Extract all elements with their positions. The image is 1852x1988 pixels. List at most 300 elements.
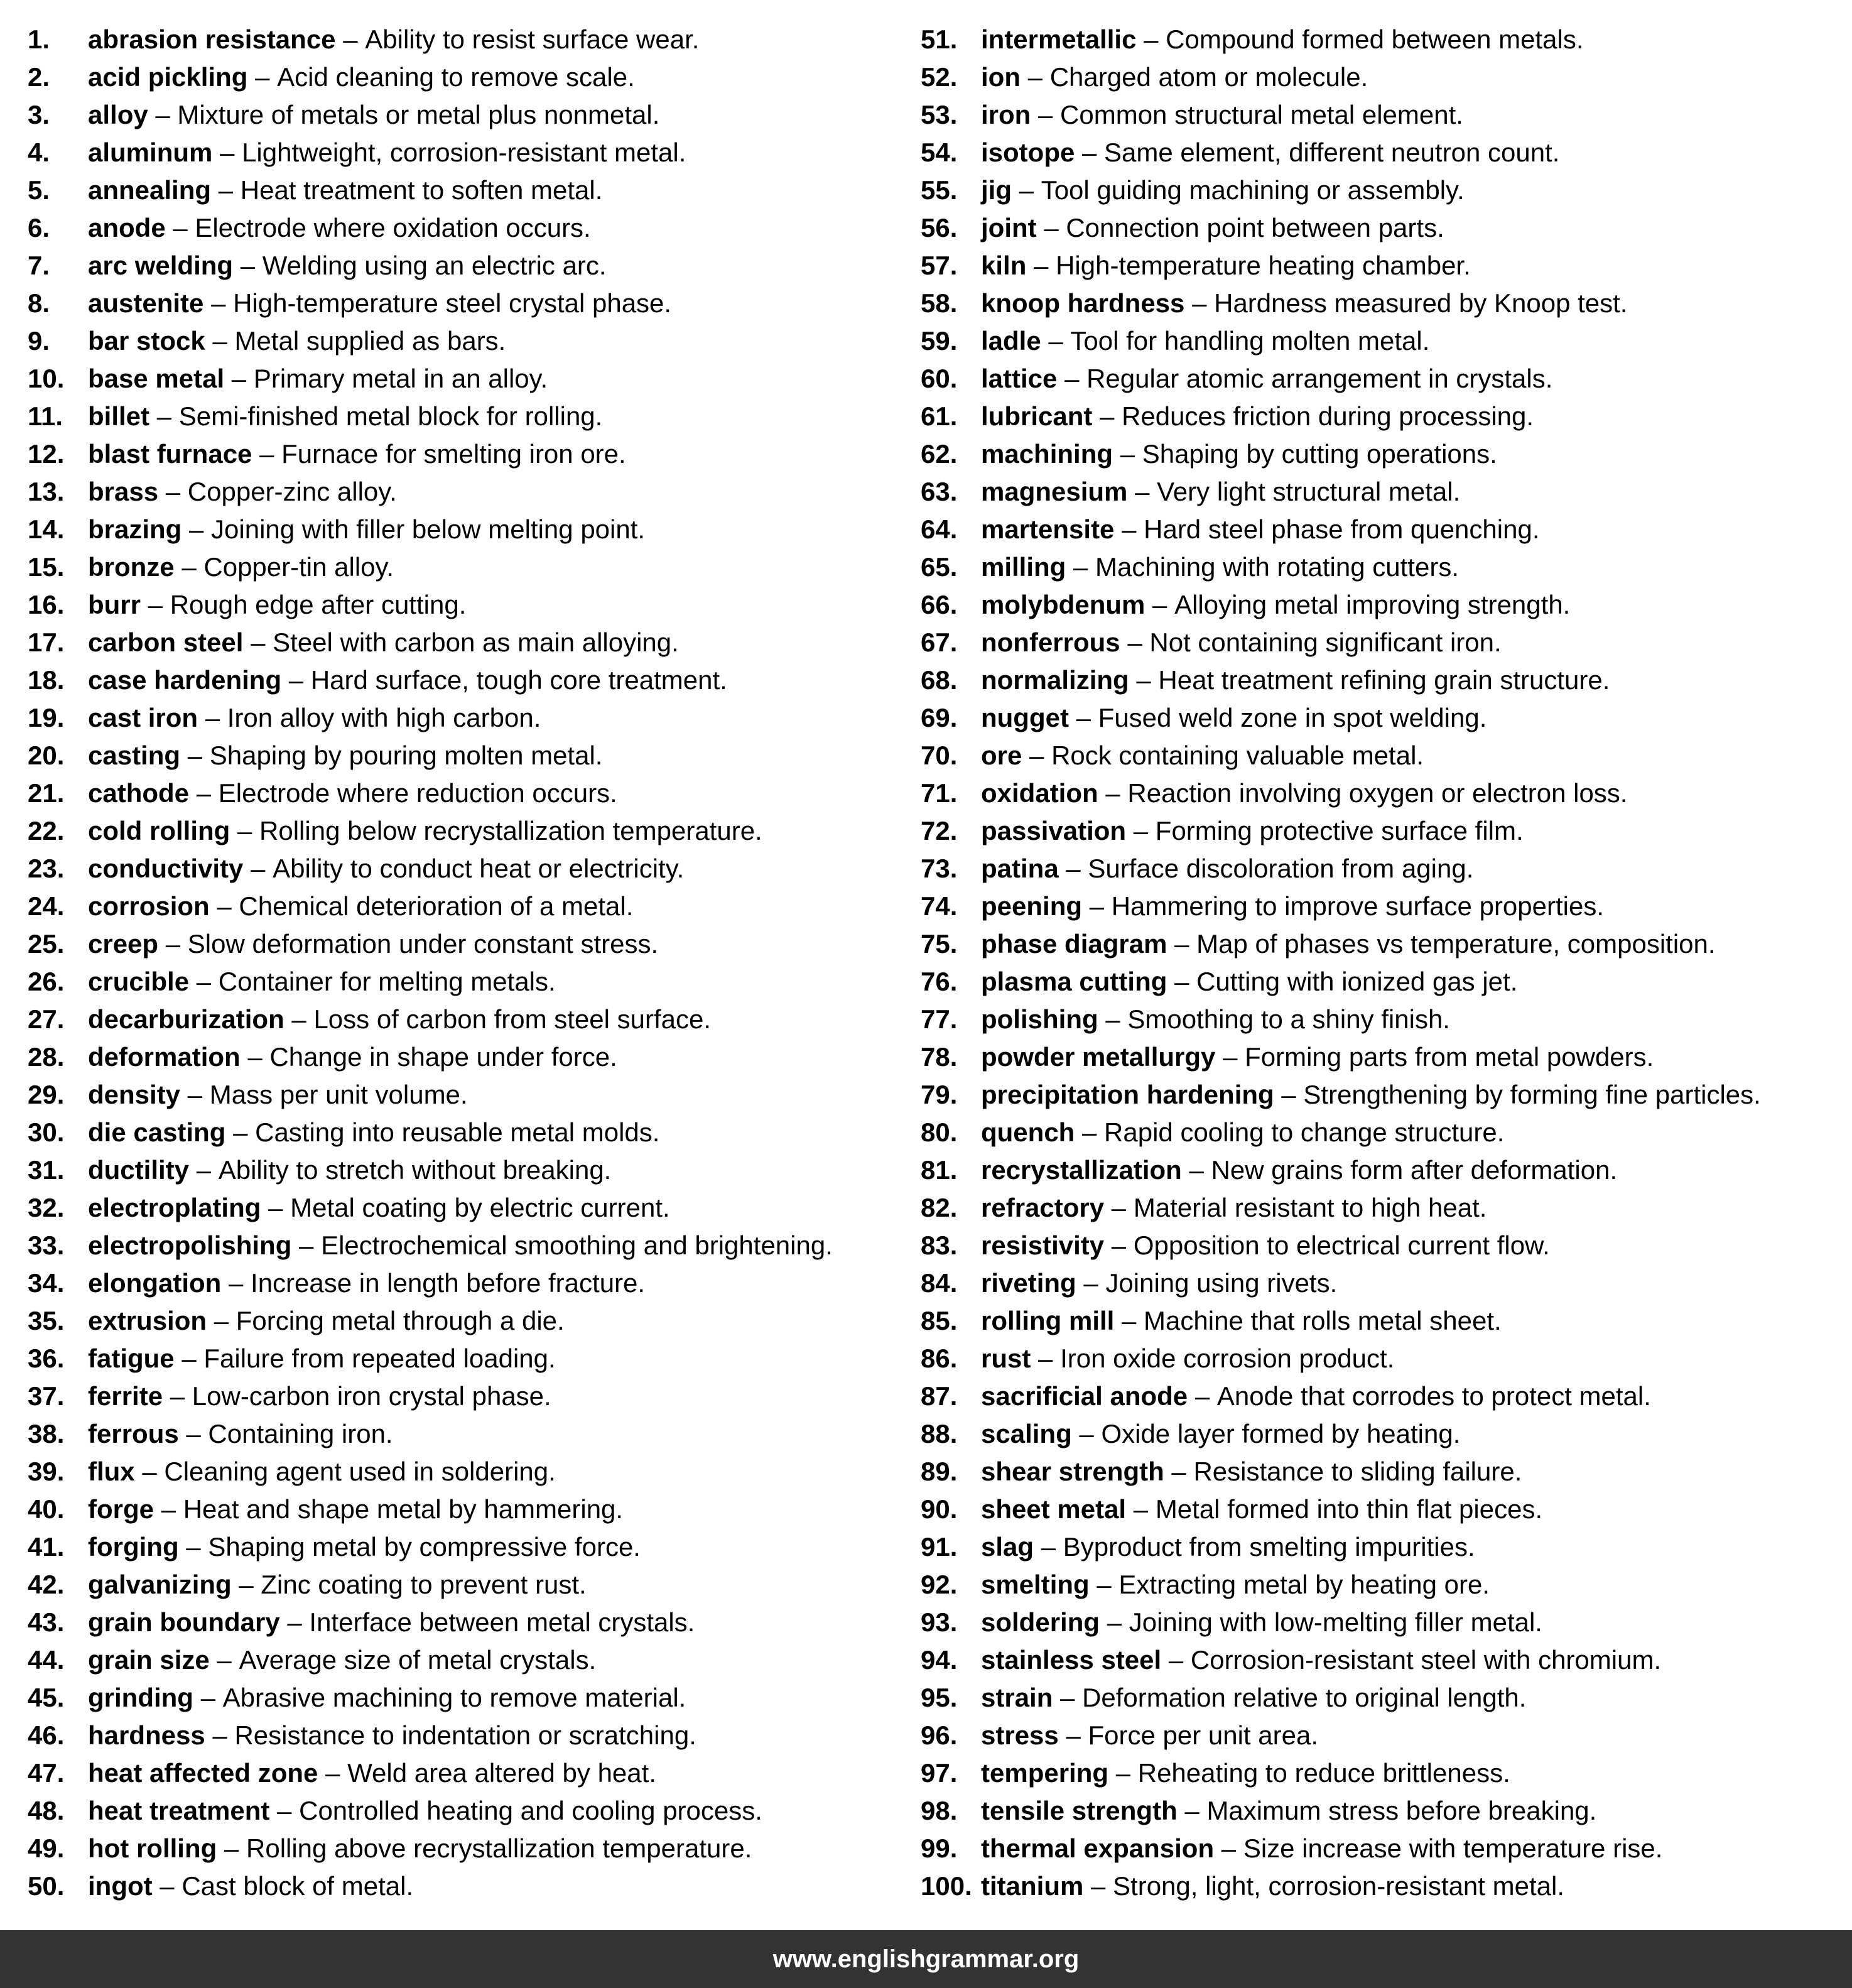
entry-definition: Maximum stress before breaking. (1206, 1796, 1597, 1825)
entry-separator: – (1168, 1645, 1184, 1675)
entry-number: 14. (28, 514, 65, 544)
entry-number: 40. (28, 1494, 65, 1524)
entry-separator: – (1029, 741, 1044, 770)
entry-separator: – (247, 1042, 263, 1072)
entry-separator: – (1281, 1080, 1296, 1109)
glossary-entry (921, 1377, 1844, 1415)
entry-number: 66. (921, 590, 958, 619)
entry-definition: Ability to stretch without breaking. (218, 1155, 612, 1185)
entry-number: 53. (921, 100, 958, 129)
entry-term: density (88, 1080, 181, 1109)
entry-number: 93. (921, 1607, 958, 1637)
entry-separator: – (255, 62, 270, 92)
glossary-entry (921, 1001, 1844, 1038)
entry-definition: Cast block of metal. (181, 1871, 414, 1901)
entry-term: recrystallization (981, 1155, 1182, 1185)
entry-separator: – (251, 627, 266, 657)
entry-definition: Common structural metal element. (1060, 100, 1463, 129)
entry-term: heat affected zone (88, 1758, 318, 1788)
glossary-entry (28, 624, 894, 661)
entry-number: 3. (28, 100, 50, 129)
glossary-entry (28, 398, 894, 435)
entry-definition: Reaction involving oxygen or electron loss. (1127, 778, 1628, 808)
glossary-entry (28, 1491, 894, 1528)
entry-number: 22. (28, 816, 65, 845)
glossary-entry (921, 1792, 1844, 1830)
entry-separator: – (200, 1683, 215, 1712)
glossary-entry (921, 1641, 1844, 1679)
glossary-entry (28, 511, 894, 548)
entry-separator: – (186, 1532, 201, 1562)
entry-number: 72. (921, 816, 958, 845)
entry-number: 77. (921, 1004, 958, 1034)
entry-term: aluminum (88, 138, 213, 167)
glossary-entry (28, 1189, 894, 1227)
entry-term: hot rolling (88, 1833, 217, 1863)
entry-separator: – (299, 1230, 314, 1260)
glossary-entry (921, 1717, 1844, 1754)
entry-term: die casting (88, 1117, 226, 1147)
entry-definition: Reduces friction during processing. (1122, 401, 1534, 431)
entry-separator: – (291, 1004, 306, 1034)
entry-separator: – (1105, 778, 1120, 808)
glossary-entry (921, 1679, 1844, 1717)
entry-definition: Metal supplied as bars. (234, 326, 506, 356)
entry-number: 85. (921, 1306, 958, 1335)
entry-term: rolling mill (981, 1306, 1115, 1335)
entry-separator: – (1171, 1457, 1186, 1486)
entry-separator: – (1122, 514, 1137, 544)
glossary-entry (28, 21, 894, 58)
entry-definition: Resistance to sliding failure. (1193, 1457, 1522, 1486)
entry-definition: Weld area altered by heat. (347, 1758, 656, 1788)
entry-number: 52. (921, 62, 958, 92)
entry-definition: Failure from repeated loading. (203, 1344, 556, 1373)
glossary-entry (921, 548, 1844, 586)
glossary-entry (28, 963, 894, 1001)
entry-term: hardness (88, 1720, 205, 1750)
entry-definition: Reheating to reduce brittleness. (1137, 1758, 1510, 1788)
entry-term: resistivity (981, 1230, 1105, 1260)
glossary-entry (921, 209, 1844, 247)
entry-separator: – (224, 1833, 239, 1863)
entry-term: nugget (981, 703, 1069, 732)
entry-number: 41. (28, 1532, 65, 1562)
entry-number: 80. (921, 1117, 958, 1147)
glossary-entry (921, 624, 1844, 661)
glossary-entry (921, 737, 1844, 774)
entry-number: 25. (28, 929, 65, 959)
entry-number: 89. (921, 1457, 958, 1486)
entry-separator: – (287, 1607, 302, 1637)
entry-number: 69. (921, 703, 958, 732)
entry-definition: Byproduct from smelting impurities. (1063, 1532, 1475, 1562)
entry-term: ladle (981, 326, 1041, 356)
entry-number: 100. (921, 1871, 972, 1901)
entry-number: 7. (28, 251, 50, 280)
glossary-entry (28, 1528, 894, 1566)
entry-term: ductility (88, 1155, 190, 1185)
entry-term: plasma cutting (981, 967, 1167, 996)
entry-definition: Joining with filler below melting point. (211, 514, 646, 544)
glossary-entry (921, 774, 1844, 812)
glossary-entry (28, 473, 894, 511)
entry-definition: Oxide layer formed by heating. (1101, 1419, 1461, 1448)
entry-definition: Joining using rivets. (1105, 1268, 1338, 1298)
entry-term: magnesium (981, 477, 1128, 506)
entry-term: molybdenum (981, 590, 1145, 619)
entry-separator: – (1135, 477, 1150, 506)
entry-separator: – (148, 590, 163, 619)
entry-term: titanium (981, 1871, 1084, 1901)
entry-definition: Rough edge after cutting. (170, 590, 467, 619)
entry-separator: – (160, 1871, 175, 1901)
entry-separator: – (156, 401, 172, 431)
glossary-entry (921, 58, 1844, 96)
entry-term: patina (981, 854, 1059, 883)
entry-separator: – (1152, 590, 1167, 619)
entry-term: refractory (981, 1193, 1105, 1222)
glossary-entry (921, 1453, 1844, 1491)
entry-term: corrosion (88, 891, 210, 921)
entry-definition: Cleaning agent used in soldering. (164, 1457, 556, 1486)
entry-separator: – (196, 778, 212, 808)
glossary-entry (28, 285, 894, 322)
entry-term: kiln (981, 251, 1027, 280)
entry-number: 39. (28, 1457, 65, 1486)
entry-definition: High-temperature heating chamber. (1056, 251, 1471, 280)
entry-definition: Change in shape under force. (269, 1042, 617, 1072)
entry-number: 58. (921, 288, 958, 318)
entry-number: 55. (921, 175, 958, 205)
entry-definition: Very light structural metal. (1157, 477, 1461, 506)
glossary-entry (921, 322, 1844, 360)
glossary-entry (921, 850, 1844, 888)
footer-url[interactable]: www.englishgrammar.org (772, 1945, 1080, 1973)
entry-number: 88. (921, 1419, 958, 1448)
entry-definition: Semi-finished metal block for rolling. (178, 401, 603, 431)
entry-term: sheet metal (981, 1494, 1127, 1524)
entry-separator: – (1174, 967, 1189, 996)
entry-definition: Forcing metal through a die. (236, 1306, 565, 1335)
entry-number: 75. (921, 929, 958, 959)
entry-number: 31. (28, 1155, 65, 1185)
entry-definition: Not containing significant iron. (1149, 627, 1502, 657)
entry-separator: – (189, 514, 204, 544)
entry-definition: Mixture of metals or metal plus nonmetal. (177, 100, 660, 129)
entry-separator: – (1079, 1419, 1094, 1448)
entry-term: burr (88, 590, 141, 619)
entry-separator: – (165, 477, 181, 506)
entry-term: grain boundary (88, 1607, 280, 1637)
entry-separator: – (196, 1155, 212, 1185)
entry-term: powder metallurgy (981, 1042, 1216, 1072)
entry-number: 20. (28, 741, 65, 770)
glossary-entry (921, 1340, 1844, 1377)
entry-term: bar stock (88, 326, 205, 356)
entry-definition: Containing iron. (208, 1419, 393, 1448)
entry-number: 84. (921, 1268, 958, 1298)
entry-number: 51. (921, 24, 958, 54)
entry-term: sacrificial anode (981, 1381, 1188, 1411)
entry-term: cold rolling (88, 816, 230, 845)
entry-number: 81. (921, 1155, 958, 1185)
entry-term: crucible (88, 967, 190, 996)
entry-number: 97. (921, 1758, 958, 1788)
glossary-entry (921, 1830, 1844, 1867)
entry-definition: Zinc coating to prevent rust. (261, 1570, 587, 1599)
entry-definition: Mass per unit volume. (209, 1080, 468, 1109)
glossary-entry (921, 888, 1844, 925)
entry-number: 34. (28, 1268, 65, 1298)
glossary-entry (28, 1264, 894, 1302)
entry-term: grain size (88, 1645, 210, 1675)
entry-number: 99. (921, 1833, 958, 1863)
entry-separator: – (1073, 552, 1088, 582)
entry-term: quench (981, 1117, 1075, 1147)
entry-number: 23. (28, 854, 65, 883)
entry-separator: – (1133, 1494, 1149, 1524)
entry-separator: – (1221, 1833, 1237, 1863)
entry-definition: Cutting with ionized gas jet. (1196, 967, 1518, 996)
entry-term: ion (981, 62, 1021, 92)
entry-definition: Heat treatment refining grain structure. (1158, 665, 1610, 695)
entry-number: 83. (921, 1230, 958, 1260)
glossary-entry (28, 58, 894, 96)
entry-separator: – (220, 138, 235, 167)
entry-number: 65. (921, 552, 958, 582)
entry-term: electropolishing (88, 1230, 292, 1260)
entry-number: 44. (28, 1645, 65, 1675)
entry-definition: Copper-tin alloy. (203, 552, 394, 582)
entry-separator: – (1060, 1683, 1075, 1712)
glossary-entry (28, 1302, 894, 1340)
entry-separator: – (1111, 1230, 1127, 1260)
glossary-entry (921, 21, 1844, 58)
entry-term: strain (981, 1683, 1053, 1712)
entry-separator: – (288, 665, 304, 695)
glossary-entry (28, 1717, 894, 1754)
glossary-entry (28, 1151, 894, 1189)
entry-term: isotope (981, 138, 1075, 167)
entry-separator: – (251, 854, 266, 883)
entry-definition: Charged atom or molecule. (1049, 62, 1368, 92)
glossary-entry (28, 1754, 894, 1792)
entry-number: 92. (921, 1570, 958, 1599)
entry-definition: Opposition to electrical current flow. (1133, 1230, 1550, 1260)
entry-separator: – (1048, 326, 1063, 356)
entry-separator: – (196, 967, 212, 996)
glossary-entry (28, 925, 894, 963)
glossary-entry (28, 1038, 894, 1076)
entry-term: brass (88, 477, 159, 506)
entry-definition: Tool for handling molten metal. (1070, 326, 1430, 356)
entry-separator: – (1097, 1570, 1112, 1599)
entry-number: 67. (921, 627, 958, 657)
entry-number: 10. (28, 364, 65, 393)
entry-definition: Casting into reusable metal molds. (255, 1117, 660, 1147)
entry-term: brazing (88, 514, 182, 544)
entry-number: 54. (921, 138, 958, 167)
entry-term: riveting (981, 1268, 1076, 1298)
entry-number: 68. (921, 665, 958, 695)
entry-number: 35. (28, 1306, 65, 1335)
glossary-entry (28, 548, 894, 586)
entry-number: 19. (28, 703, 65, 732)
entry-separator: – (1115, 1758, 1131, 1788)
entry-term: ore (981, 741, 1022, 770)
entry-separator: – (1136, 665, 1151, 695)
entry-separator: – (1174, 929, 1189, 959)
entry-term: phase diagram (981, 929, 1167, 959)
glossary-entry (921, 1528, 1844, 1566)
entry-separator: – (229, 1268, 244, 1298)
entry-number: 17. (28, 627, 65, 657)
glossary-entry (28, 1415, 894, 1453)
entry-number: 95. (921, 1683, 958, 1712)
entry-definition: Map of phases vs temperature, composition. (1196, 929, 1716, 959)
entry-separator: – (268, 1193, 283, 1222)
entry-separator: – (1223, 1042, 1238, 1072)
entry-number: 45. (28, 1683, 65, 1712)
entry-definition: Abrasive machining to remove material. (222, 1683, 686, 1712)
glossary-entry (28, 209, 894, 247)
entry-separator: – (1133, 816, 1149, 845)
entry-definition: Electrochemical smoothing and brightening. (321, 1230, 833, 1260)
entry-definition: Same element, different neutron count. (1104, 138, 1560, 167)
entry-number: 16. (28, 590, 65, 619)
entry-separator: – (1066, 854, 1081, 883)
entry-number: 9. (28, 326, 50, 356)
glossary-entry (28, 1604, 894, 1641)
entry-number: 76. (921, 967, 958, 996)
entry-definition: Heat and shape metal by hammering. (183, 1494, 624, 1524)
entry-number: 12. (28, 439, 65, 469)
glossary-entry (28, 1340, 894, 1377)
entry-definition: Electrode where reduction occurs. (218, 778, 617, 808)
glossary-entry (28, 1227, 894, 1264)
entry-term: polishing (981, 1004, 1098, 1034)
entry-number: 24. (28, 891, 65, 921)
entry-separator: – (1100, 401, 1115, 431)
glossary-entry (28, 134, 894, 171)
entry-definition: Iron alloy with high carbon. (227, 703, 541, 732)
glossary-entry (28, 1114, 894, 1151)
glossary-entry (28, 1792, 894, 1830)
entry-term: cast iron (88, 703, 198, 732)
entry-term: abrasion resistance (88, 24, 336, 54)
entry-separator: – (1194, 1381, 1210, 1411)
entry-number: 64. (921, 514, 958, 544)
entry-term: stress (981, 1720, 1059, 1750)
entry-number: 28. (28, 1042, 65, 1072)
glossary-entry (921, 1227, 1844, 1264)
glossary-entry (28, 1867, 894, 1905)
entry-term: conductivity (88, 854, 244, 883)
entry-term: rust (981, 1344, 1031, 1373)
glossary-entry (28, 812, 894, 850)
entry-definition: Loss of carbon from steel surface. (313, 1004, 712, 1034)
entry-definition: Joining with low-melting filler metal. (1129, 1607, 1542, 1637)
entry-definition: Extracting metal by heating ore. (1118, 1570, 1490, 1599)
entry-term: forging (88, 1532, 179, 1562)
entry-term: extrusion (88, 1306, 207, 1335)
entry-number: 11. (28, 401, 63, 431)
entry-definition: Hard surface, tough core treatment. (310, 665, 727, 695)
entry-term: heat treatment (88, 1796, 270, 1825)
entry-term: bronze (88, 552, 175, 582)
entry-definition: Furnace for smelting iron ore. (281, 439, 626, 469)
glossary-entry (921, 1754, 1844, 1792)
glossary-entry (28, 1830, 894, 1867)
entry-term: normalizing (981, 665, 1129, 695)
glossary-entry (921, 1189, 1844, 1227)
entry-definition: Acid cleaning to remove scale. (277, 62, 635, 92)
entry-separator: – (240, 251, 256, 280)
glossary-entry (28, 1453, 894, 1491)
entry-definition: Alloying metal improving strength. (1174, 590, 1571, 619)
entry-definition: Machine that rolls metal sheet. (1144, 1306, 1502, 1335)
entry-definition: New grains form after deformation. (1211, 1155, 1618, 1185)
entry-definition: Welding using an electric arc. (262, 251, 607, 280)
entry-separator: – (187, 1080, 203, 1109)
entry-term: forge (88, 1494, 154, 1524)
entry-separator: – (212, 1720, 227, 1750)
glossary-entry (28, 737, 894, 774)
entry-separator: – (170, 1381, 185, 1411)
entry-separator: – (218, 175, 234, 205)
entry-definition: Iron oxide corrosion product. (1060, 1344, 1395, 1373)
entry-number: 8. (28, 288, 50, 318)
entry-definition: Tool guiding machining or assembly. (1041, 175, 1465, 205)
entry-separator: – (233, 1117, 248, 1147)
glossary-entry (921, 1415, 1844, 1453)
glossary-entry (921, 699, 1844, 737)
glossary-entry (921, 435, 1844, 473)
entry-number: 90. (921, 1494, 958, 1524)
entry-number: 36. (28, 1344, 65, 1373)
entry-term: anode (88, 213, 166, 242)
entry-term: iron (981, 100, 1031, 129)
entry-term: stainless steel (981, 1645, 1162, 1675)
entry-number: 87. (921, 1381, 958, 1411)
entry-term: jig (981, 175, 1012, 205)
entry-term: case hardening (88, 665, 282, 695)
entry-term: base metal (88, 364, 225, 393)
entry-definition: Interface between metal crystals. (309, 1607, 695, 1637)
entry-number: 26. (28, 967, 65, 996)
entry-term: elongation (88, 1268, 222, 1298)
entry-separator: – (1044, 213, 1059, 242)
entry-definition: Strengthening by forming fine particles. (1303, 1080, 1761, 1109)
entry-definition: Low-carbon iron crystal phase. (192, 1381, 551, 1411)
glossary-entry (921, 1867, 1844, 1905)
glossary-entry (28, 661, 894, 699)
entry-term: acid pickling (88, 62, 248, 92)
glossary-entry (28, 247, 894, 285)
glossary-entry (28, 171, 894, 209)
entry-definition: Primary metal in an alloy. (253, 364, 548, 393)
glossary-entry (28, 1566, 894, 1604)
entry-definition: Hard steel phase from quenching. (1144, 514, 1540, 544)
entry-definition: Increase in length before fracture. (251, 1268, 646, 1298)
entry-definition: Metal formed into thin flat pieces. (1155, 1494, 1543, 1524)
entry-term: machining (981, 439, 1113, 469)
entry-number: 94. (921, 1645, 958, 1675)
entry-definition: Shaping metal by compressive force. (208, 1532, 641, 1562)
entry-definition: Rolling below recrystallization temperature. (259, 816, 762, 845)
entry-definition: Shaping by cutting operations. (1142, 439, 1497, 469)
